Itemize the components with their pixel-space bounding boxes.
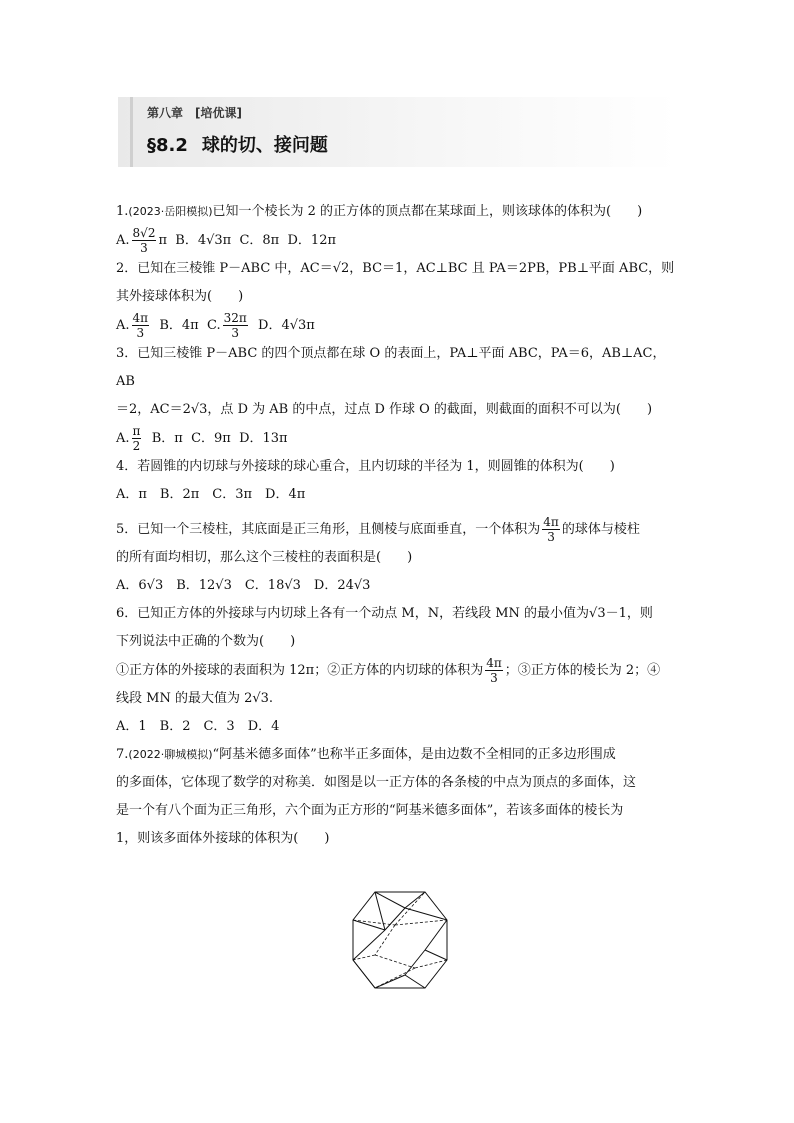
- question-7: [116, 741, 682, 853]
- question-5: [116, 515, 682, 572]
- edge: [405, 908, 447, 920]
- fraction-numerator: π: [132, 424, 141, 438]
- fraction-numerator: 32π: [223, 311, 247, 325]
- question-text: 其外接球体积为( ): [116, 289, 244, 304]
- option-label: C.: [206, 318, 221, 333]
- hidden-edge: [395, 892, 425, 925]
- option-label: A.: [116, 318, 130, 333]
- question-5-options: A．6√3 B．12√3 C．18√3 D．24√3: [116, 578, 371, 593]
- question-text: 的多面体，它体现了数学的对称美．如图是以一正方体的各条棱的中点为顶点的多面体，这: [116, 775, 637, 790]
- question-1-options: [116, 226, 682, 255]
- fraction: [132, 311, 150, 340]
- edge: [353, 960, 375, 988]
- option-c: C．9π: [191, 431, 231, 446]
- question-text: “阿基米德多面体”也称半正多面体，是由边数不全相同的正多边形围成: [212, 747, 616, 762]
- question-3: [116, 340, 682, 424]
- fraction-denominator: 3: [140, 241, 148, 255]
- section-title-text: 球的切、接问题: [201, 135, 328, 156]
- chapter-label: 第八章 [培优课]: [147, 106, 242, 120]
- fraction-denominator: 3: [231, 326, 239, 340]
- question-text: 线段 MN 的最大值为 2√3.: [116, 691, 274, 706]
- edge: [353, 930, 385, 960]
- edge: [405, 892, 425, 908]
- edge: [353, 920, 385, 930]
- fraction-numerator: 8√2: [132, 226, 156, 240]
- header-accent-bar: [130, 97, 133, 167]
- question-text: ①正方体的外接球的表面积为 12π；②正方体的内切球的体积为: [116, 663, 484, 678]
- question-text: ＝2，AC＝2√3，点 D 为 AB 的中点，过点 D 作球 O 的截面，则截面的面积不可以为( ): [116, 402, 653, 417]
- fraction: [485, 656, 503, 685]
- option-label: A.: [116, 431, 130, 446]
- option-b: B．4√3π: [175, 233, 232, 248]
- question-2-options: [116, 311, 682, 340]
- option-label: A.: [116, 233, 130, 248]
- edge: [375, 892, 385, 930]
- question-6: [116, 600, 682, 713]
- question-text: 已知一个棱长为 2 的正方体的顶点都在某球面上，则该球体的体积为( ): [212, 204, 643, 219]
- hidden-edge: [353, 920, 395, 925]
- page-title: [147, 131, 328, 157]
- question-text: 6．已知正方体的外接球与内切球上各有一个动点 M，N，若线段 MN 的最小值为√3－1，则: [116, 606, 653, 621]
- question-text: 5．已知一个三棱柱，其底面是正三角形，且侧棱与底面垂直，一个体积为: [116, 522, 541, 537]
- fraction: [132, 424, 142, 453]
- question-text: 的球体与棱柱: [561, 522, 640, 537]
- question-6-options: A．1 B．2 C．3 D．4: [116, 719, 280, 734]
- question-text: 1，则该多面体外接球的体积为( ): [116, 831, 330, 846]
- question-3-options: [116, 424, 682, 453]
- fraction-denominator: 3: [136, 326, 145, 340]
- option-d: D．12π: [287, 233, 337, 248]
- question-1: [116, 198, 682, 226]
- edge: [425, 950, 447, 960]
- option-b: B．π: [151, 431, 183, 446]
- fraction: [542, 515, 560, 544]
- fraction-numerator: 4π: [486, 656, 502, 670]
- question-text: 4．若圆锥的内切球与外接球的球心重合，且内切球的半径为 1，则圆锥的体积为( ): [116, 459, 615, 474]
- question-text: 的所有面均相切，那么这个三棱柱的表面积是( ): [116, 550, 413, 565]
- hidden-edge: [375, 955, 415, 968]
- option-suffix: π: [158, 233, 167, 248]
- option-d: D．13π: [239, 431, 288, 446]
- section-number: §8.2: [147, 135, 188, 156]
- option-d: D．4√3π: [258, 318, 315, 333]
- edge: [375, 892, 405, 908]
- question-text: 3．已知三棱锥 P－ABC 的四个顶点都在球 O 的表面上，PA⊥平面 ABC，PA＝6，AB⊥AC，AB: [116, 346, 666, 389]
- question-number: 1.: [116, 204, 129, 219]
- question-4: [116, 453, 682, 481]
- question-list: [116, 198, 682, 853]
- option-c: C．8π: [239, 233, 280, 248]
- archimedean-polyhedron-figure: [350, 880, 450, 1000]
- edge: [385, 908, 405, 930]
- fraction: [132, 226, 157, 255]
- question-text: 下列说法中正确的个数为( ): [116, 634, 296, 649]
- question-source: (2023·岳阳模拟): [128, 205, 213, 218]
- fraction-denominator: 3: [490, 671, 498, 685]
- fraction-denominator: 3: [547, 530, 555, 544]
- fraction-numerator: 4π: [543, 515, 559, 529]
- edge: [405, 975, 425, 988]
- question-4-options: A．π B．2π C．3π D．4π: [116, 487, 306, 502]
- question-source: (2022·聊城模拟): [128, 748, 213, 761]
- edge: [375, 975, 405, 988]
- fraction: [223, 311, 248, 340]
- fraction-numerator: 4π: [132, 311, 149, 325]
- question-number: 7.: [116, 747, 129, 762]
- edge: [425, 920, 447, 950]
- option-b: B．4π: [159, 318, 199, 333]
- question-text: 是一个有八个面为正三角形，六个面为正方形的“阿基米德多面体”，若该多面体的棱长为: [116, 803, 624, 818]
- question-2: [116, 255, 682, 311]
- hidden-edge: [395, 920, 447, 925]
- question-text: ；③正方体的棱长为 2；④: [504, 663, 661, 678]
- question-text: 2．已知在三棱锥 P－ABC 中，AC＝√2，BC＝1，AC⊥BC 且 PA＝2PB，PB⊥平面 ABC，则: [116, 261, 675, 276]
- fraction-denominator: 2: [132, 439, 141, 453]
